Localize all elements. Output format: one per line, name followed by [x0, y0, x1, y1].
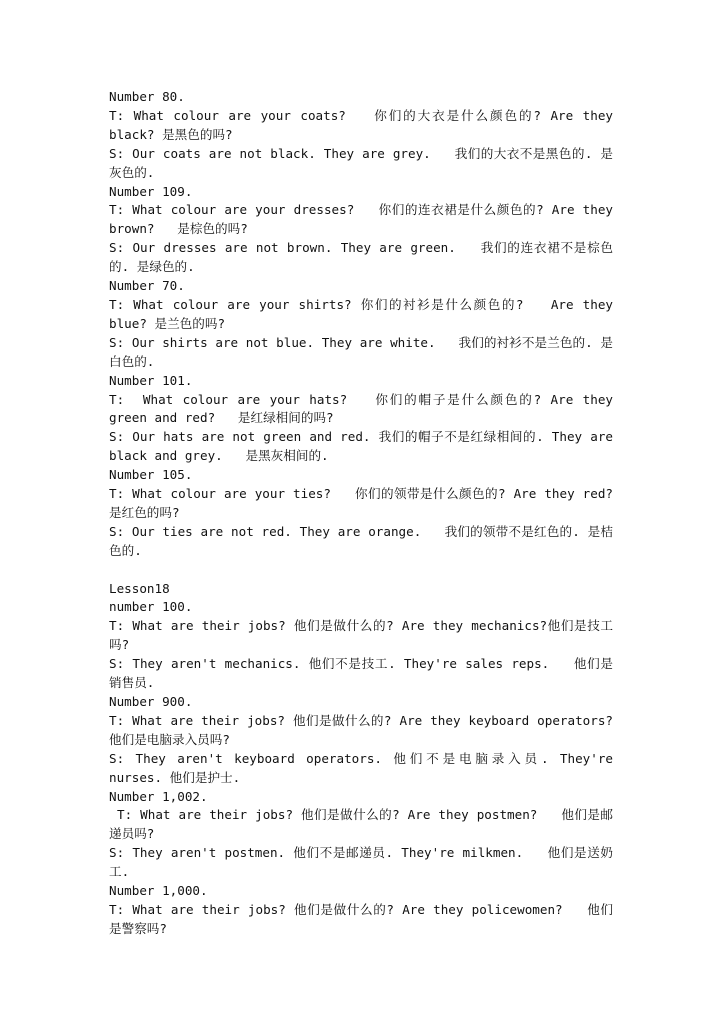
paragraph-question-jobs-postmen: T: What are their jobs? 他们是做什么的? Are they postmen? 他们是邮递员吗?: [109, 807, 613, 842]
paragraph-number-900: Number 900.: [109, 693, 193, 709]
paragraph-number-100: number 100.: [109, 599, 193, 615]
paragraph-number-70: Number 70.: [109, 278, 185, 294]
paragraph-question-jobs-mechanics: T: What are their jobs? 他们是做什么的? Are they mechanics?他们是技工吗?: [109, 618, 613, 653]
paragraph-number-109: Number 109.: [109, 183, 193, 199]
lesson-heading: Lesson18: [109, 580, 170, 596]
paragraph-answer-dresses: S: Our dresses are not brown. They are green. 我们的连衣裙不是棕色的. 是绿色的.: [109, 240, 613, 275]
paragraph-question-jobs-keyboard: T: What are their jobs? 他们是做什么的? Are they keyboard operators? 他们是电脑录入员吗?: [109, 712, 636, 747]
paragraph-question-hats: T: What colour are your hats? 你们的帽子是什么颜色的? Are they green and red? 是红绿相间的吗?: [109, 391, 621, 426]
paragraph-number-80: Number 80.: [109, 89, 185, 104]
paragraph-answer-hats: S: Our hats are not green and red. 我们的帽子不是红绿相间的. They are black and grey. 是黑灰相间的.: [109, 429, 621, 464]
paragraph-answer-jobs-mechanics: S: They aren't mechanics. 他们不是技工. They're sales reps. 他们是销售员.: [109, 656, 613, 691]
paragraph-answer-ties: S: Our ties are not red. They are orange. 我们的领带不是红色的. 是桔色的.: [109, 523, 613, 558]
paragraph-number-105: Number 105.: [109, 467, 193, 483]
paragraph-answer-jobs-keyboard: S: They aren't keyboard operators. 他们不是电脑录入员. They're nurses. 他们是护士.: [109, 750, 621, 785]
paragraph-question-jobs-policewomen: T: What are their jobs? 他们是做什么的? Are they policewomen? 他们是警察吗?: [109, 901, 613, 936]
paragraph-question-coats: T: What colour are your coats? 你们的大衣是什么颜色的? Are they black? 是黑色的吗?: [109, 107, 621, 142]
paragraph-answer-jobs-postmen: S: They aren't postmen. 他们不是邮递员. They're milkmen. 他们是送奶工.: [109, 845, 613, 880]
paragraph-number-1000: Number 1,000.: [109, 883, 208, 899]
paragraph-question-ties: T: What colour are your ties? 你们的领带是什么颜色的? Are they red? 是红色的吗?: [109, 486, 621, 520]
document-body: [109, 88, 636, 939]
paragraph-number-1002: Number 1,002.: [109, 788, 208, 804]
paragraph-answer-shirts: S: Our shirts are not blue. They are white. 我们的衬衫不是兰色的. 是白色的.: [109, 334, 613, 369]
paragraph-answer-coats: S: Our coats are not black. They are grey. 我们的大衣不是黑色的. 是灰色的.: [109, 145, 613, 180]
paragraph-question-shirts: T: What colour are your shirts? 你们的衬衫是什么颜色的? Are they blue? 是兰色的吗?: [109, 296, 621, 331]
blank-line: [109, 561, 613, 580]
paragraph-question-dresses: T: What colour are your dresses? 你们的连衣裙是什么颜色的? Are they brown? 是棕色的吗?: [109, 202, 621, 237]
paragraph-number-101: Number 101.: [109, 372, 193, 388]
